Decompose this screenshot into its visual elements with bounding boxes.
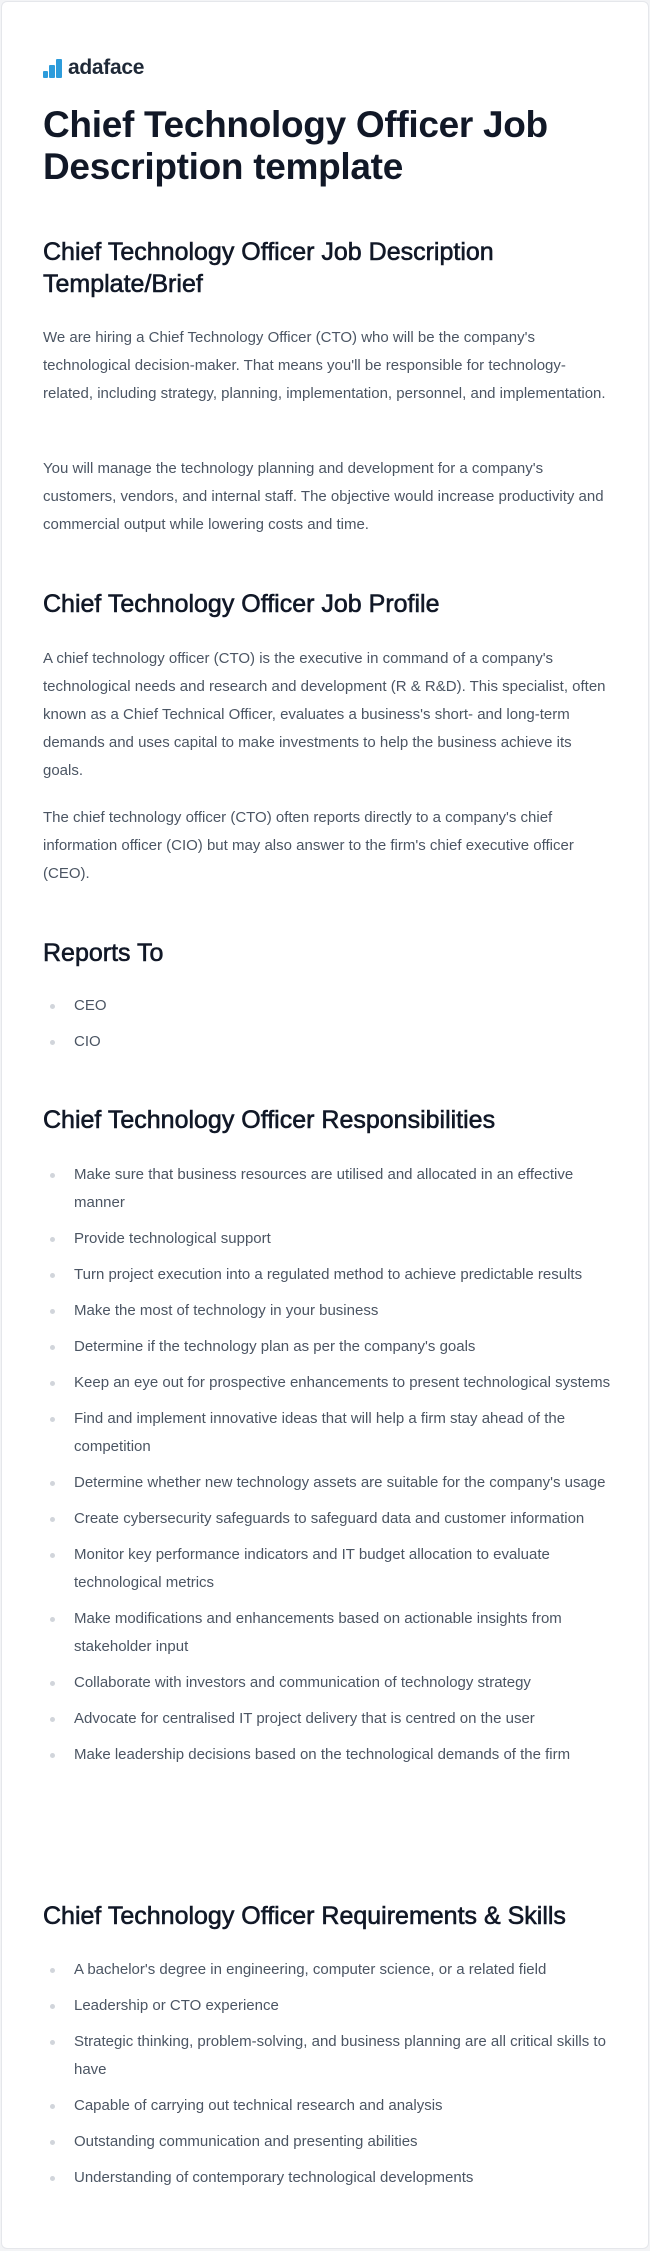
list-item: Advocate for centralised IT project delivery that is centred on the user (43, 1705, 614, 1733)
list-item: Collaborate with investors and communication of technology strategy (43, 1669, 614, 1697)
profile-paragraph-1: A chief technology officer (CTO) is the executive in command of a company's technological needs and research and development (R & R&D). This specialist, often known as a Chief Technical Officer, evaluates a business's short- and long-term demands and uses capital to make investments to help the business achieve its goals. (43, 650, 606, 779)
list-item: Determine if the technology plan as per the company's goals (43, 1333, 614, 1361)
list-item: A bachelor's degree in engineering, computer science, or a related field (43, 1956, 614, 1984)
list-item: Capable of carrying out technical research and analysis (43, 2092, 614, 2120)
section-heading-responsibilities: Chief Technology Officer Responsibilities (43, 1106, 496, 1134)
list-item: Make modifications and enhancements based on actionable insights from stakeholder input (43, 1605, 614, 1661)
list-item: Make the most of technology in your business (43, 1297, 614, 1325)
page-title: Chief Technology Officer Job Description template (43, 104, 548, 187)
responsibilities-list (43, 1161, 614, 1777)
list-item: Find and implement innovative ideas that will help a firm stay ahead of the competition (43, 1405, 614, 1461)
requirements-list (43, 1956, 614, 2200)
section-heading-profile: Chief Technology Officer Job Profile (43, 590, 440, 618)
brief-paragraph-1: We are hiring a Chief Technology Officer (CTO) who will be the company's technological decision-maker. That means you'll be responsible for technology-related, including strategy, planning, implementation, personnel, and implementation. (43, 329, 606, 402)
list-item: Make leadership decisions based on the technological demands of the firm (43, 1741, 614, 1769)
brief-paragraph-2: You will manage the technology planning and development for a company's customers, vendors, and internal staff. The objective would increase productivity and commercial output while lowering costs and time. (43, 460, 604, 533)
list-item: CEO (43, 992, 614, 1020)
list-item: Keep an eye out for prospective enhancements to present technological systems (43, 1369, 614, 1397)
section-heading-reports-to: Reports To (43, 939, 164, 967)
list-item: Determine whether new technology assets are suitable for the company's usage (43, 1469, 614, 1497)
adaface-logo-icon (43, 59, 62, 78)
list-item: Monitor key performance indicators and IT budget allocation to evaluate technological metrics (43, 1541, 614, 1597)
reports-to-list (43, 992, 614, 1064)
list-item: Turn project execution into a regulated method to achieve predictable results (43, 1261, 614, 1289)
brand-logo[interactable] (43, 57, 144, 79)
list-item: Leadership or CTO experience (43, 1992, 614, 2020)
list-item: Outstanding communication and presenting abilities (43, 2128, 614, 2156)
brand-name: adaface (68, 56, 145, 79)
section-heading-requirements: Chief Technology Officer Requirements & Skills (43, 1902, 566, 1930)
section-heading-brief: Chief Technology Officer Job Description Template/Brief (43, 238, 494, 298)
list-item: CIO (43, 1028, 614, 1056)
list-item: Create cybersecurity safeguards to safeguard data and customer information (43, 1505, 614, 1533)
content-card (1, 1, 649, 2249)
profile-paragraph-2: The chief technology officer (CTO) often reports directly to a company's chief information officer (CIO) but may also answer to the firm's chief executive officer (CEO). (43, 809, 574, 882)
list-item: Strategic thinking, problem-solving, and business planning are all critical skills to have (43, 2028, 614, 2084)
list-item: Make sure that business resources are utilised and allocated in an effective manner (43, 1161, 614, 1217)
list-item: Provide technological support (43, 1225, 614, 1253)
list-item: Understanding of contemporary technological developments (43, 2164, 614, 2192)
